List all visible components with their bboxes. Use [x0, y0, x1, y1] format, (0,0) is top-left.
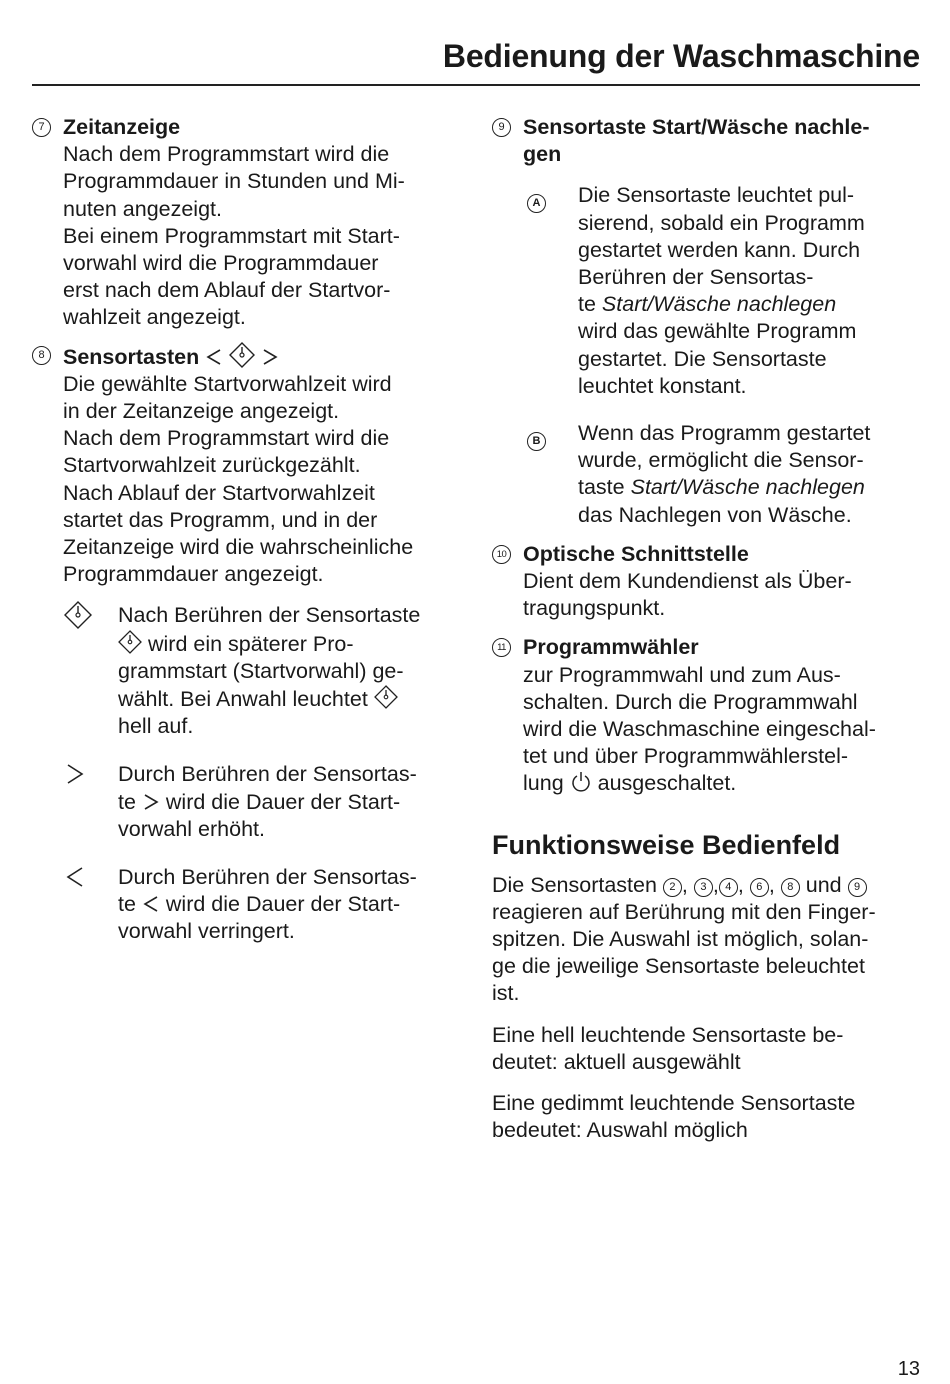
delay-start-description [32, 602, 462, 740]
ref-number: 4 [719, 878, 738, 897]
text-line: gestartet. Die Sensortaste [578, 346, 827, 371]
sub-item-b [492, 420, 924, 529]
text-line: wird die Dauer der Start- [165, 789, 401, 814]
text-line: Startvorwahlzeit zurückgezählt. [63, 453, 361, 478]
text-line: wurde, ermöglicht die Sensor- [578, 448, 864, 473]
text-line: ausgeschaltet. [597, 771, 737, 796]
greater-than-icon [261, 348, 279, 366]
text-line: vorwahl erhöht. [118, 816, 265, 841]
text-line: Nach Berühren der Sensortaste [118, 603, 421, 628]
item-title: Sensortaste Start/Wäsche nachle- [523, 115, 870, 139]
delay-start-icon [118, 630, 142, 654]
greater-than-icon [65, 763, 85, 785]
text-line: leuchtet konstant. [578, 373, 747, 398]
text-line: in der Zeitanzeige angezeigt. [63, 399, 340, 424]
text-line: Bei einem Programmstart mit Start- [63, 223, 400, 248]
text-line: lung [523, 771, 564, 796]
text-line: sierend, sobald ein Programm [578, 210, 865, 235]
item-zeitanzeige [32, 114, 462, 332]
text-line: ist. [492, 981, 520, 1006]
text-line: Durch Berühren der Sensortas- [118, 762, 417, 787]
text-line: Die gewählte Startvorwahlzeit wird [63, 371, 392, 396]
text-line: Die Sensortaste leuchtet pul- [578, 183, 855, 208]
text-line: gestartet werden kann. Durch [578, 237, 861, 262]
text-line: taste [578, 475, 625, 500]
text-line: tragungspunkt. [523, 596, 666, 621]
text-line: tet und über Programmwählerstel- [523, 744, 849, 769]
paragraph [492, 1090, 924, 1144]
ref-number: 9 [848, 878, 867, 897]
text-line: Wenn das Programm gestartet [578, 421, 871, 446]
page-number: 13 [897, 1358, 920, 1380]
paragraph [492, 1022, 924, 1076]
left-column [32, 114, 462, 946]
text-line: spitzen. Die Auswahl ist möglich, solan- [492, 927, 869, 952]
ref-number: 8 [781, 878, 800, 897]
decrease-description [32, 864, 462, 946]
sub-item-a [492, 182, 924, 400]
right-column [492, 114, 924, 1159]
text-line: Die Sensortasten [492, 872, 657, 897]
ref-number: 3 [694, 878, 713, 897]
increase-description [32, 761, 462, 843]
text-line: und [805, 872, 842, 897]
text-line: wird ein späterer Pro- [147, 631, 354, 656]
power-icon [570, 771, 592, 793]
page-title: Bedienung der Waschmaschine [442, 38, 920, 74]
text-line: Programmdauer angezeigt. [63, 562, 324, 587]
text-line: wird die Waschmaschine eingeschal- [523, 717, 876, 742]
paragraph: Die Sensortasten 2 , 3 , 4 , 6 , 8 und 9 reagieren auf Berührung mit den Finger- spitzen. Die Auswahl ist möglich, solan- ge die jeweilige Sensortaste beleuchtet ist. [492, 872, 924, 1008]
text-line: Nach dem Programmstart wird die [63, 426, 390, 451]
text-line: zur Programmwahl und zum Aus- [523, 662, 841, 687]
item-number-9: 9 [492, 118, 511, 137]
item-sensortasten [32, 342, 462, 589]
ref-number: 2 [663, 878, 682, 897]
delay-start-icon [229, 342, 255, 368]
text-line: te [578, 292, 596, 317]
less-than-icon [142, 895, 160, 913]
text-line: Nach Ablauf der Startvorwahlzeit [63, 480, 375, 505]
button-name: Start/Wäsche nachlegen [601, 292, 837, 317]
text-line: Nach dem Programmstart wird die [63, 142, 390, 167]
item-number-8: 8 [32, 346, 51, 365]
item-number-10: 10 [492, 545, 511, 564]
less-than-icon [65, 866, 85, 888]
text-line: Zeitanzeige wird die wahrscheinliche [63, 535, 414, 560]
section-title: Funktionsweise Bedienfeld [492, 829, 841, 860]
item-title: Zeitanzeige [63, 115, 181, 139]
text-line: wird das gewählte Programm [578, 319, 857, 344]
text-line: vorwahl wird die Programmdauer [63, 251, 379, 276]
text-line: Programmdauer in Stunden und Mi- [63, 169, 405, 194]
text-line: Durch Berühren der Sensortas- [118, 865, 417, 890]
text-line: reagieren auf Berührung mit den Finger- [492, 899, 876, 924]
text-line: schalten. Durch die Programmwahl [523, 689, 858, 714]
text-line: bedeutet: Auswahl möglich [492, 1118, 748, 1143]
item-number-11: 11 [492, 638, 511, 657]
text-line: startet das Programm, und in der [63, 507, 378, 532]
text-line: ge die jeweilige Sensortaste beleuchtet [492, 954, 865, 979]
text-line: te [118, 892, 136, 917]
text-line: das Nachlegen von Wäsche. [578, 502, 852, 527]
item-title: Optische Schnittstelle [523, 541, 749, 566]
text-line: erst nach dem Ablauf der Startvor- [63, 278, 391, 303]
item-title: Sensortasten [63, 344, 200, 369]
item-programmwaehler [492, 634, 924, 797]
item-number-7: 7 [32, 118, 51, 137]
item-title: Programmwähler [523, 635, 699, 660]
label-b: B [527, 432, 546, 451]
text-line: nuten angezeigt. [63, 196, 222, 221]
text-line: Eine hell leuchtende Sensortaste be- [492, 1022, 844, 1047]
item-title: gen [523, 142, 562, 167]
text-line: Dient dem Kundendienst als Über- [523, 569, 852, 594]
label-a: A [527, 194, 546, 213]
ref-number: 6 [750, 878, 769, 897]
text-line: hell auf. [118, 714, 194, 739]
header-divider [32, 84, 920, 86]
item-start-button [492, 114, 924, 168]
text-line: Eine gedimmt leuchtende Sensortaste [492, 1091, 856, 1116]
text-line: te [118, 789, 136, 814]
text-line: Berühren der Sensortas- [578, 265, 814, 290]
greater-than-icon [142, 793, 160, 811]
text-line: deutet: aktuell ausgewählt [492, 1049, 741, 1074]
text-line: vorwahl verringert. [118, 919, 295, 944]
delay-start-icon [64, 601, 92, 629]
button-name: Start/Wäsche nachlegen [630, 475, 865, 500]
text-line: grammstart (Startvorwahl) ge- [118, 658, 404, 683]
text-line: wird die Dauer der Start- [165, 892, 401, 917]
delay-start-icon [374, 685, 398, 709]
text-line: wählt. Bei Anwahl leuchtet [118, 687, 368, 712]
text-line: wahlzeit angezeigt. [63, 305, 246, 330]
less-than-icon [205, 348, 223, 366]
item-optische-schnittstelle [492, 541, 924, 623]
